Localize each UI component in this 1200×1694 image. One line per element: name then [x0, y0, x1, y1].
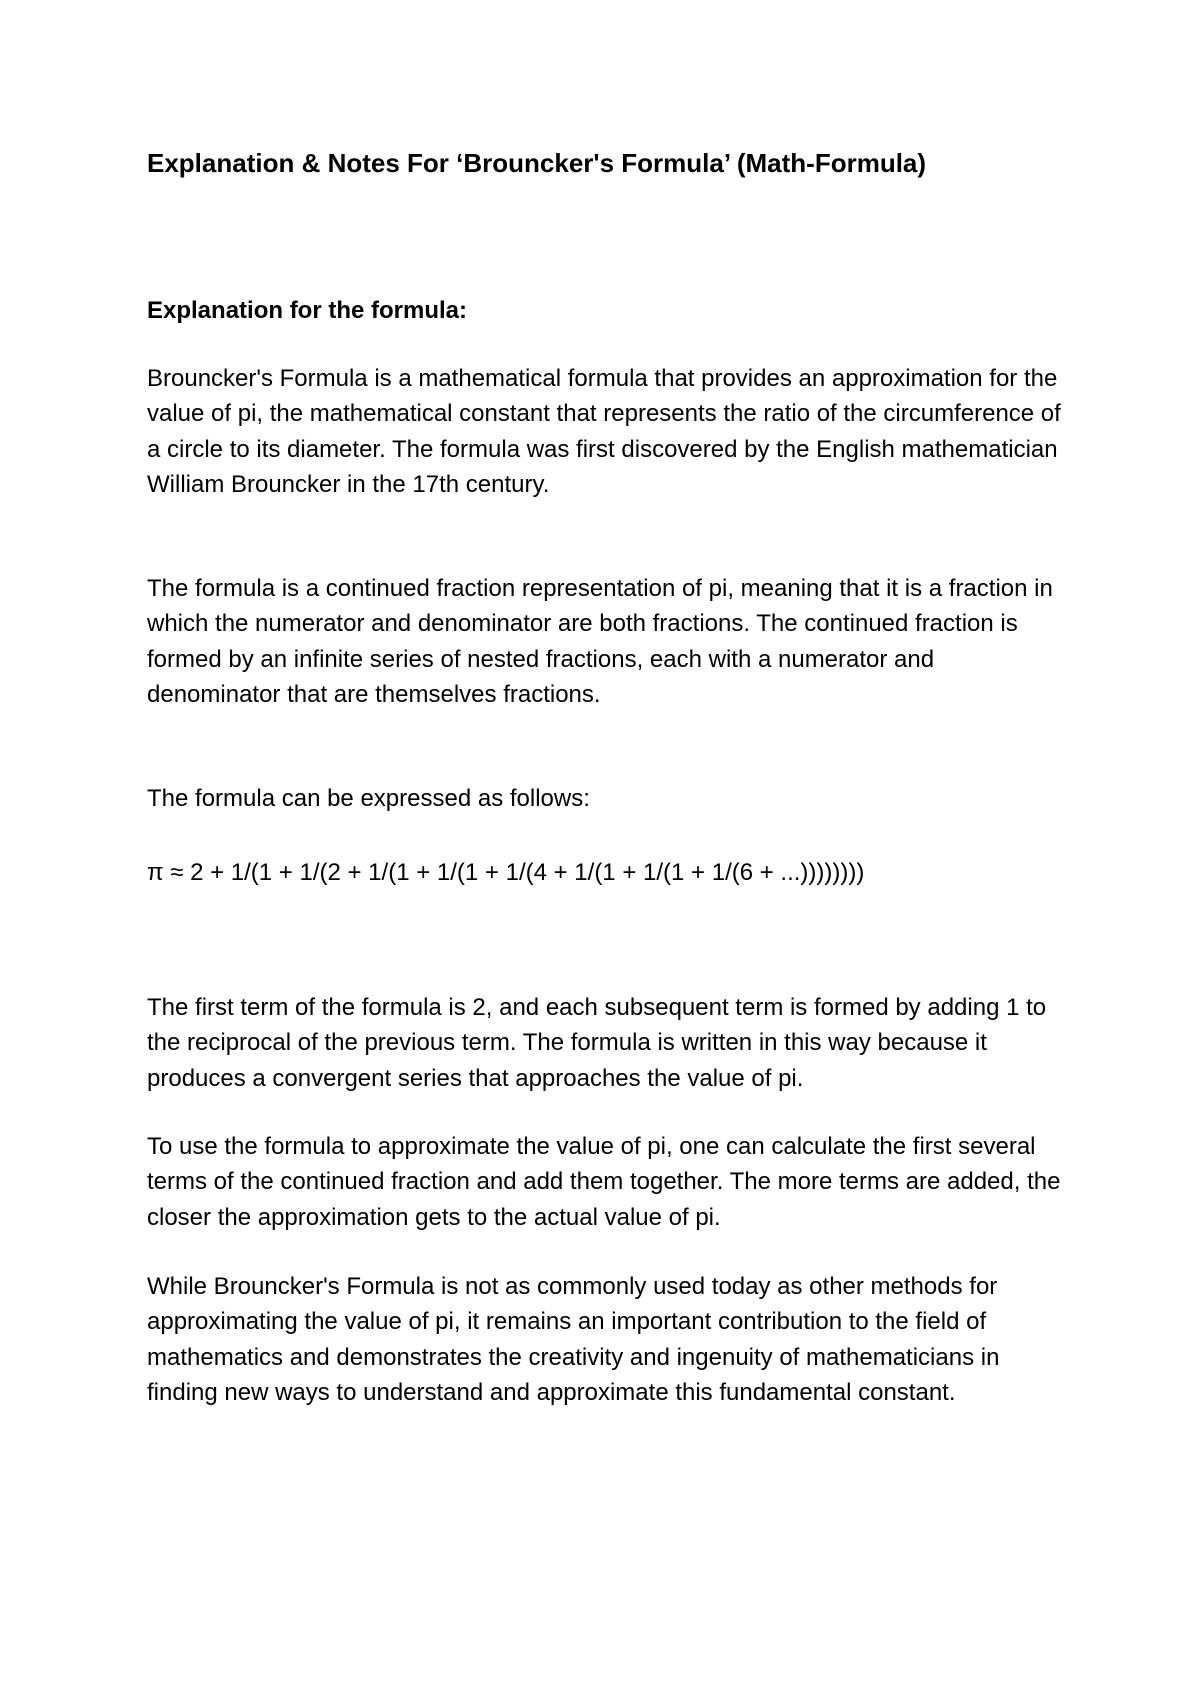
document-title: Explanation & Notes For ‘Brouncker's Formula’ (Math-Formula) [147, 148, 927, 178]
paragraph-conclusion: While Brouncker's Formula is not as commonly used today as other methods for approximating the value of pi, it remains an important contribution to the field of mathematics and demonstrates the creativity and ingenuity of mathematicians in finding new ways to understand and approximate this fundamental constant. [147, 1273, 1000, 1406]
paragraph-first-term: The first term of the formula is 2, and each subsequent term is formed by adding 1 to the reciprocal of the previous term. The formula is written in this way because it produces a convergent series that approaches the value of pi. [147, 994, 1047, 1092]
paragraph-continued-fraction: The formula is a continued fraction representation of pi, meaning that it is a fraction in which the numerator and denominator are both fractions. The continued fraction is formed by an infinite series of nested fractions, each with a numerator and denominator that are themselves fractions. [147, 575, 1053, 708]
section-heading: Explanation for the formula: [147, 297, 468, 324]
paragraph-intro: Brouncker's Formula is a mathematical formula that provides an approximation for the value of pi, the mathematical constant that represents the ratio of the circumference of a circle to its diameter. The formula was first discovered by the English mathematician William Brouncker in the 17th century. [147, 365, 1061, 498]
pi-formula: π ≈ 2 + 1/(1 + 1/(2 + 1/(1 + 1/(1 + 1/(4 + 1/(1 + 1/(1 + 1/(6 + ...)))))))) [147, 859, 865, 886]
paragraph-usage: To use the formula to approximate the value of pi, one can calculate the first several terms of the continued fraction and add them together. The more terms are added, the closer the approximation gets to the actual value of pi. [147, 1133, 1061, 1231]
paragraph-formula-lead: The formula can be expressed as follows: [147, 785, 590, 812]
